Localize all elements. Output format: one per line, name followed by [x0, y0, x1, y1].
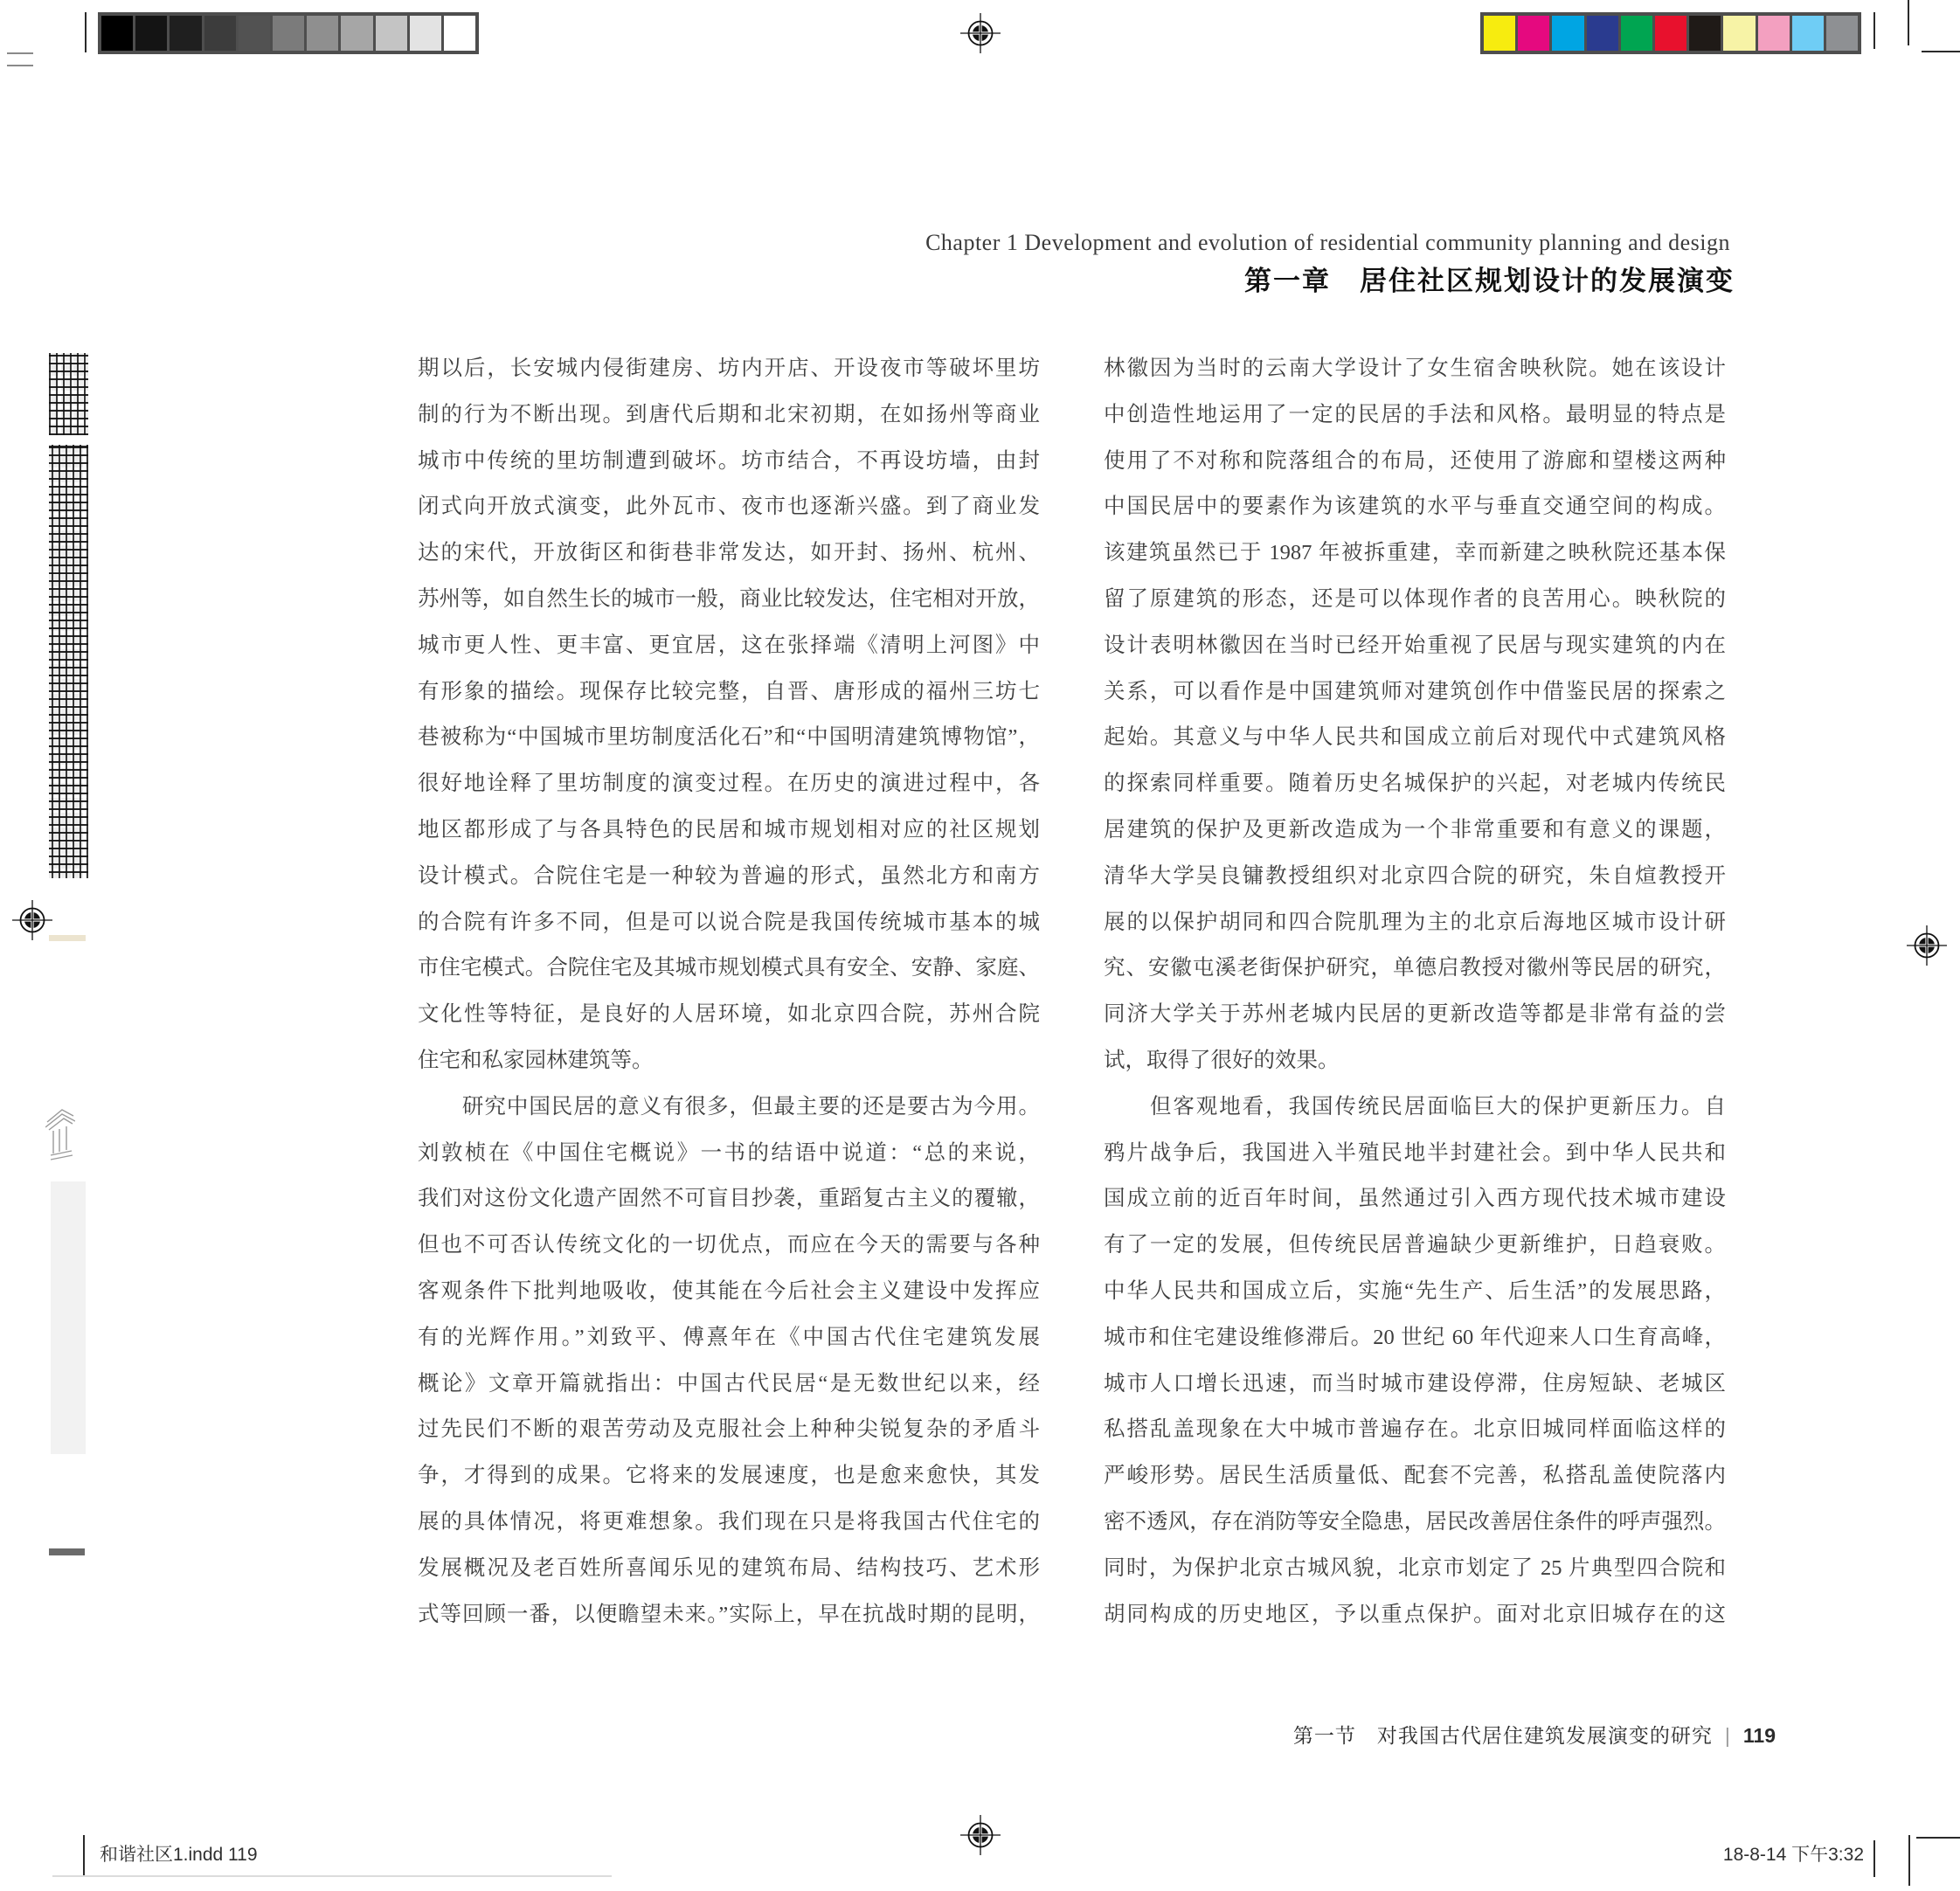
- text-line: 我们对这份文化遗产固然不可盲目抄袭，重蹈复古主义的覆辙，: [418, 1187, 1040, 1211]
- text-line: 过先民们不断的艰苦劳动及克服社会上种种尖锐复杂的矛盾斗: [418, 1417, 1040, 1442]
- grayscale-calibration-bar: [98, 12, 479, 54]
- text-line: 关系，可以看作是中国建筑师对建筑创作中借鉴民居的探索之: [1104, 679, 1726, 703]
- text-line: 达的宋代，开放街区和街巷非常发达，如开封、扬州、杭州、: [418, 541, 1040, 565]
- calibration-swatch: [1587, 16, 1618, 51]
- crop-mark: [1873, 12, 1875, 49]
- text-line: 城市更人性、更丰富、更宜居，这在张择端《清明上河图》中: [418, 633, 1040, 657]
- calibration-swatch: [307, 16, 338, 51]
- crop-mark: [7, 65, 33, 66]
- calibration-swatch: [1655, 16, 1686, 51]
- registration-mark: [1906, 925, 1948, 966]
- text-line: 期以后，长安城内侵街建房、坊内开店、开设夜市等破坏里坊: [418, 357, 1040, 380]
- text-line: 清华大学吴良镛教授组织对北京四合院的研究，朱自煊教授开: [1104, 863, 1726, 888]
- text-line: 但客观地看，我国传统民居面临巨大的保护更新压力。自: [1104, 1094, 1726, 1119]
- calibration-swatch: [1518, 16, 1549, 51]
- text-line: 密不透风，存在消防等安全隐患，居民改善居住条件的呼声强烈。: [1104, 1509, 1726, 1534]
- crop-mark: [1873, 1840, 1875, 1877]
- chapter-title-en: Chapter 1 Development and evolution of residential community planning and design: [925, 230, 1730, 255]
- calibration-swatch: [1689, 16, 1721, 51]
- calibration-swatch: [204, 16, 236, 51]
- text-line: 留了原建筑的形态，还是可以体现作者的良苦用心。映秋院的: [1104, 586, 1726, 611]
- text-line: 国成立前的近百年时间，虽然通过引入西方现代技术城市建设: [1104, 1187, 1726, 1211]
- text-line: 的合院有许多不同，但是可以说合院是我国传统城市基本的城: [418, 910, 1040, 934]
- text-line: 试，取得了很好的效果。: [1104, 1048, 1340, 1072]
- text-line: 同济大学关于苏州老城内民居的更新改造等都是非常有益的尝: [1104, 1002, 1726, 1027]
- chapter-title-zh: 第一章 居住社区规划设计的发展演变: [1244, 266, 1735, 296]
- text-line: 设计模式。合院住宅是一种较为普遍的形式，虽然北方和南方: [418, 863, 1040, 888]
- text-line: 究、安徽屯溪老街保护研究，单德启教授对徽州等民居的研究，: [1104, 956, 1726, 980]
- calibration-swatch: [1621, 16, 1652, 51]
- text-line: 市住宅模式。合院住宅及其城市规划模式具有安全、安静、家庭、: [418, 956, 1040, 980]
- margin-image-edge: [49, 935, 86, 941]
- crop-mark: [1908, 0, 1909, 45]
- text-line: 展的具体情况，将更难想象。我们现在只是将我国古代住宅的: [418, 1509, 1040, 1534]
- text-line: 刘敦桢在《中国住宅概说》一书的结语中说道：“总的来说，: [418, 1140, 1040, 1165]
- text-line: 设计表明林徽因在当时已经开始重视了民居与现实建筑的内在: [1104, 633, 1726, 657]
- registration-mark: [959, 12, 1001, 54]
- scan-edge-line: [52, 1875, 612, 1877]
- text-line: 起始。其意义与中华人民共和国成立前后对现代中式建筑风格: [1104, 725, 1726, 750]
- color-calibration-bar: [1480, 12, 1861, 54]
- imprint-datetime: 18-8-14 下午3:32: [1722, 1845, 1864, 1865]
- text-line: 城市中传统的里坊制遭到破坏。坊市结合，不再设坊墙，由封: [418, 448, 1040, 473]
- crop-mark: [1916, 1837, 1960, 1839]
- calibration-swatch: [341, 16, 372, 51]
- section-title: 第一节 对我国古代居住建筑发展演变的研究: [1292, 1724, 1713, 1747]
- calibration-swatch: [1723, 16, 1755, 51]
- text-line: 展的以保护胡同和四合院肌理为主的北京后海地区城市设计研: [1104, 910, 1726, 934]
- text-line: 林徽因为当时的云南大学设计了女生宿舍映秋院。她在该设计: [1104, 357, 1726, 380]
- calibration-swatch: [410, 16, 441, 51]
- text-line: 城市人口增长迅速，而当时城市建设停滞，住房短缺、老城区: [1104, 1371, 1726, 1396]
- page-number: 119: [1742, 1724, 1776, 1747]
- text-line: 巷被称为“中国城市里坊制度活化石”和“中国明清建筑博物馆”，: [418, 725, 1040, 750]
- calibration-swatch: [1484, 16, 1515, 51]
- text-line: 胡同构成的历史地区，予以重点保护。面对北京旧城存在的这: [1104, 1602, 1726, 1626]
- text-line: 城市和住宅建设维修滞后。20 世纪 60 年代迎来人口生育高峰，: [1104, 1325, 1726, 1349]
- text-line: 制的行为不断出现。到唐代后期和北宋初期，在如扬州等商业: [418, 402, 1040, 426]
- margin-image-edge: [51, 1181, 86, 1454]
- crop-mark: [1922, 51, 1960, 52]
- registration-mark: [959, 1814, 1001, 1856]
- margin-image-edge: [49, 1548, 85, 1555]
- crop-mark: [7, 52, 33, 54]
- text-line: 文化性等特征，是良好的人居环境，如北京四合院，苏州合院: [418, 1002, 1040, 1027]
- calibration-swatch: [1758, 16, 1790, 51]
- text-line: 但也不可否认传统文化的一切优点，而应在今天的需要与各种: [418, 1233, 1040, 1257]
- text-line: 式等回顾一番，以便瞻望未来。”实际上，早在抗战时期的昆明，: [418, 1602, 1040, 1626]
- imprint-filename: 和谐社区1.indd 119: [100, 1845, 258, 1865]
- margin-map-thumbnail: [49, 445, 88, 878]
- calibration-swatch: [239, 16, 270, 51]
- text-line: 研究中国民居的意义有很多，但最主要的还是要古为今用。: [418, 1094, 1040, 1119]
- text-line: 住宅和私家园林建筑等。: [418, 1048, 654, 1072]
- calibration-swatch: [101, 16, 133, 51]
- text-line: 私搭乱盖现象在大中城市普遍存在。北京旧城同样面临这样的: [1104, 1417, 1726, 1442]
- text-line: 使用了不对称和院落组合的布局，还使用了游廊和望楼这两种: [1104, 448, 1726, 473]
- calibration-swatch: [1552, 16, 1583, 51]
- text-line: 闭式向开放式演变，此外瓦市、夜市也逐渐兴盛。到了商业发: [418, 495, 1040, 519]
- calibration-swatch: [444, 16, 475, 51]
- calibration-swatch: [170, 16, 201, 51]
- text-line: 同时，为保护北京古城风貌，北京市划定了 25 片典型四合院和: [1104, 1555, 1726, 1580]
- text-line: 地区都形成了与各具特色的民居和城市规划相对应的社区规划: [418, 817, 1040, 842]
- text-line: 有形象的描绘。现保存比较完整，自晋、唐形成的福州三坊七: [418, 679, 1040, 703]
- section-footer: [1293, 1720, 1776, 1749]
- text-line: 苏州等，如自然生长的城市一般，商业比较发达，住宅相对开放，: [418, 586, 1040, 611]
- body-column-left: [418, 346, 1040, 1638]
- calibration-swatch: [1792, 16, 1824, 51]
- calibration-swatch: [376, 16, 407, 51]
- crop-mark: [1908, 1835, 1910, 1886]
- text-line: 鸦片战争后，我国进入半殖民地半封建社会。到中华人民共和: [1104, 1140, 1726, 1165]
- registration-mark: [11, 899, 53, 941]
- text-line: 中创造性地运用了一定的民居的手法和风格。最明显的特点是: [1104, 402, 1726, 426]
- crop-mark: [85, 12, 87, 52]
- text-line: 中国民居中的要素作为该建筑的水平与垂直交通空间的构成。: [1104, 495, 1726, 519]
- text-line: 居建筑的保护及更新改造成为一个非常重要和有意义的课题，: [1104, 817, 1726, 842]
- margin-building-sketch-icon: [45, 1106, 75, 1169]
- text-line: 客观条件下批判地吸收，使其能在今后社会主义建设中发挥应: [418, 1278, 1040, 1303]
- text-line: 严峻形势。居民生活质量低、配套不完善，私搭乱盖使院落内: [1104, 1464, 1726, 1488]
- text-line: 争，才得到的成果。它将来的发展速度，也是愈来愈快，其发: [418, 1464, 1040, 1488]
- footer-divider: |: [1724, 1724, 1731, 1747]
- text-line: 有了一定的发展，但传统民居普遍缺少更新维护，日趋衰败。: [1104, 1233, 1726, 1257]
- calibration-swatch: [273, 16, 304, 51]
- calibration-swatch: [135, 16, 167, 51]
- text-line: 的探索同样重要。随着历史名城保护的兴起，对老城内传统民: [1104, 772, 1726, 796]
- text-line: 发展概况及老百姓所喜闻乐见的建筑布局、结构技巧、艺术形: [418, 1555, 1040, 1580]
- text-line: 有的光辉作用。”刘致平、傅熹年在《中国古代住宅建筑发展: [418, 1325, 1040, 1349]
- text-line: 该建筑虽然已于 1987 年被拆重建，幸而新建之映秋院还基本保: [1104, 541, 1726, 565]
- body-column-right: [1104, 346, 1726, 1638]
- text-line: 很好地诠释了里坊制度的演变过程。在历史的演进过程中，各: [418, 772, 1040, 796]
- crop-mark: [83, 1835, 85, 1877]
- text-line: 中华人民共和国成立后，实施“先生产、后生活”的发展思路，: [1104, 1278, 1726, 1303]
- calibration-swatch: [1826, 16, 1858, 51]
- margin-map-thumbnail: [49, 353, 88, 435]
- text-line: 概论》文章开篇就指出：中国古代民居“是无数世纪以来，经: [418, 1371, 1040, 1396]
